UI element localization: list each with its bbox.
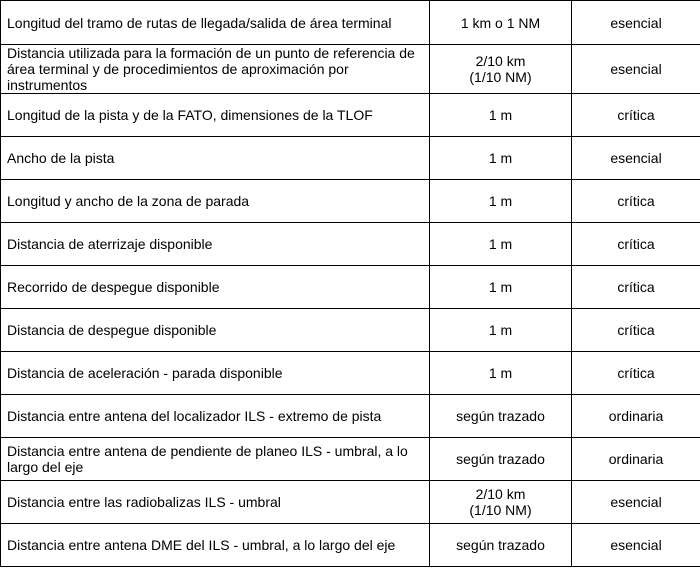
- resolution-cell: 1 km o 1 NM: [430, 1, 572, 45]
- integrity-cell: esencial: [572, 1, 700, 45]
- description-cell: Distancia entre las radiobalizas ILS - umbral: [1, 481, 430, 524]
- description-cell: Distancia utilizada para la formación de un punto de referencia de área terminal y de procedimientos de aproximación por instrumentos: [1, 45, 430, 94]
- resolution-cell: según trazado: [430, 438, 572, 481]
- table-row: [1, 266, 700, 309]
- description-cell: Longitud y ancho de la zona de parada: [1, 180, 430, 223]
- integrity-cell: ordinaria: [572, 395, 700, 438]
- resolution-cell: 1 m: [430, 94, 572, 137]
- resolution-cell: 1 m: [430, 137, 572, 180]
- resolution-cell: 1 m: [430, 180, 572, 223]
- description-cell: Longitud del tramo de rutas de llegada/salida de área terminal: [1, 1, 430, 45]
- table-row: [1, 524, 700, 567]
- resolution-line: (1/10 NM): [469, 502, 532, 518]
- table-row: [1, 438, 700, 481]
- integrity-cell: crítica: [572, 352, 700, 395]
- resolution-cell: 1 m: [430, 223, 572, 266]
- resolution-cell: [430, 45, 572, 94]
- resolution-cell: según trazado: [430, 524, 572, 567]
- integrity-cell: esencial: [572, 524, 700, 567]
- integrity-cell: esencial: [572, 137, 700, 180]
- description-cell: Distancia entre antena DME del ILS - umbral, a lo largo del eje: [1, 524, 430, 567]
- description-cell: Distancia de aterrizaje disponible: [1, 223, 430, 266]
- table-row: [1, 481, 700, 524]
- description-cell: Distancia entre antena de pendiente de planeo ILS - umbral, a lo largo del eje: [1, 438, 430, 481]
- table-row: [1, 309, 700, 352]
- resolution-cell: 1 m: [430, 309, 572, 352]
- description-cell: Distancia entre antena del localizador ILS - extremo de pista: [1, 395, 430, 438]
- resolution-line: 2/10 km: [475, 53, 526, 69]
- integrity-cell: crítica: [572, 309, 700, 352]
- table-row: [1, 94, 700, 137]
- resolution-cell: 1 m: [430, 266, 572, 309]
- integrity-cell: crítica: [572, 266, 700, 309]
- table-row: [1, 395, 700, 438]
- table-row: [1, 1, 700, 45]
- resolution-line: 2/10 km: [475, 486, 526, 502]
- resolution-cell: 1 m: [430, 352, 572, 395]
- table-row: [1, 137, 700, 180]
- resolution-line: (1/10 NM): [469, 69, 532, 85]
- description-cell: Longitud de la pista y de la FATO, dimensiones de la TLOF: [1, 94, 430, 137]
- integrity-cell: ordinaria: [572, 438, 700, 481]
- table-row: [1, 180, 700, 223]
- integrity-cell: crítica: [572, 223, 700, 266]
- description-cell: Ancho de la pista: [1, 137, 430, 180]
- resolution-cell: [430, 481, 572, 524]
- integrity-cell: esencial: [572, 45, 700, 94]
- integrity-cell: crítica: [572, 180, 700, 223]
- description-cell: Distancia de aceleración - parada disponible: [1, 352, 430, 395]
- integrity-cell: esencial: [572, 481, 700, 524]
- description-cell: Distancia de despegue disponible: [1, 309, 430, 352]
- description-cell: Recorrido de despegue disponible: [1, 266, 430, 309]
- resolution-cell: según trazado: [430, 395, 572, 438]
- table-row: [1, 223, 700, 266]
- table-row: [1, 45, 700, 94]
- table-row: [1, 352, 700, 395]
- integrity-cell: crítica: [572, 94, 700, 137]
